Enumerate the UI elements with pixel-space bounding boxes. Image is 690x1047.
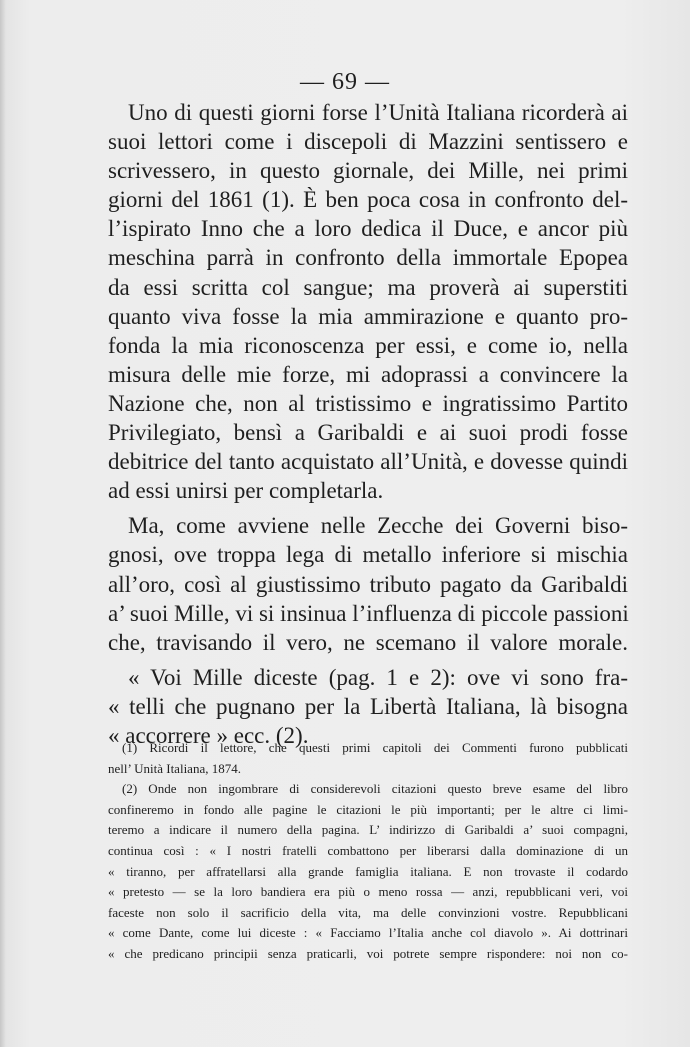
main-text [108, 98, 628, 750]
footnote-line: teremo a indicare il numero della pagina. L’ indirizzo di Garibaldi a’ suoi compagni, [108, 822, 628, 838]
page-number: — 69 — [300, 69, 390, 95]
text-line: a’ suoi Mille, vi si insinua l’influenza di piccole passioni [108, 600, 629, 626]
text-line: « Voi Mille diceste (pag. 1 e 2): ove vi sono fra- [128, 664, 628, 690]
text-line: ad essi unirsi per completarla. [108, 478, 384, 504]
text-line: debitrice del tanto acquistato all’Unità, e dovesse quindi [108, 449, 628, 475]
text-line: quanto viva fosse la mia ammirazione e quanto pro- [108, 303, 628, 329]
text-line: all’oro, così al giustissimo tributo pagato da Garibaldi [108, 571, 628, 597]
text-line: fonda la mia riconoscenza per essi, e come io, nella [108, 332, 628, 358]
footnote-line: « come Dante, come lui diceste : « Facciamo l’Italia anche col diavolo ». Ai dottrinari [108, 925, 628, 941]
text-line: gnosi, ove troppa lega di metallo inferiore si mischia [108, 542, 628, 568]
text-line: da essi scritta col sangue; ma proverà ai superstiti [108, 274, 628, 300]
text-line: l’ispirato Inno che a loro dedica il Duce, e ancor più [108, 216, 628, 242]
page-edge-shadow [0, 0, 6, 1047]
footnote-line: « che predicano principii senza praticarli, voi potrete sempre rispondere: noi non co- [108, 945, 628, 961]
text-line: scrivessero, in questo giornale, dei Mille, nei primi [108, 158, 628, 184]
footnotes [108, 738, 628, 965]
text-line: che, travisando il vero, ne scemano il valore morale. [108, 629, 628, 655]
footnote-line: faceste non solo il sacrificio della vita, ma delle convinzioni vostre. Repubblicani [108, 904, 628, 920]
footnote-line: (1) Ricordi il lettore, che questi primi capitoli dei Commenti furono pubblicati [122, 740, 628, 755]
footnote-line: continua così : « I nostri fratelli combattono per liberarsi dalla dominazione di un [108, 842, 628, 858]
footnote-line: (2) Onde non ingombrare di considerevoli citazioni questo breve esame del libro [122, 781, 628, 797]
footnote-line: « tiranno, per affratellarsi alla grande famiglia italiana. E non trovaste il codardo [108, 863, 628, 879]
paragraph-1 [108, 98, 628, 505]
text-line: Privilegiato, bensì a Garibaldi e ai suoi prodi fosse [108, 420, 628, 446]
text-line: « accorrere » ecc. (2). [108, 722, 309, 748]
text-line: Ma, come avviene nelle Zecche dei Governi biso- [128, 513, 628, 539]
paragraph-3 [108, 663, 628, 750]
footnote-line: confineremo in fondo alle pagine le citazioni le più importanti; per le altre ci limi- [108, 801, 628, 817]
text-line: Nazione che, non al tristissimo e ingratissimo Partito [108, 390, 628, 416]
footnote-line: « pretesto — se la loro bandiera era più o meno rossa — anzi, repubblicani veri, voi [108, 884, 628, 900]
text-line: Uno di questi giorni forse l’Unità Italiana ricorderà ai [128, 100, 628, 125]
footnote-1 [108, 738, 628, 779]
text-line: misura delle mie forze, mi adoprassi a convincere la [108, 361, 628, 387]
text-line: giorni del 1861 (1). È ben poca cosa in confronto del- [108, 187, 628, 213]
text-line: « telli che pugnano per la Libertà Italiana, là bisogna [108, 693, 628, 719]
text-line: meschina parrà in confronto della immortale Epopea [108, 245, 628, 271]
footnote-line: nell’ Unità Italiana, 1874. [108, 760, 241, 776]
text-line: suoi lettori come i discepoli di Mazzini sentissero e [108, 129, 628, 155]
footnote-2 [108, 779, 628, 964]
paragraph-2 [108, 511, 628, 656]
